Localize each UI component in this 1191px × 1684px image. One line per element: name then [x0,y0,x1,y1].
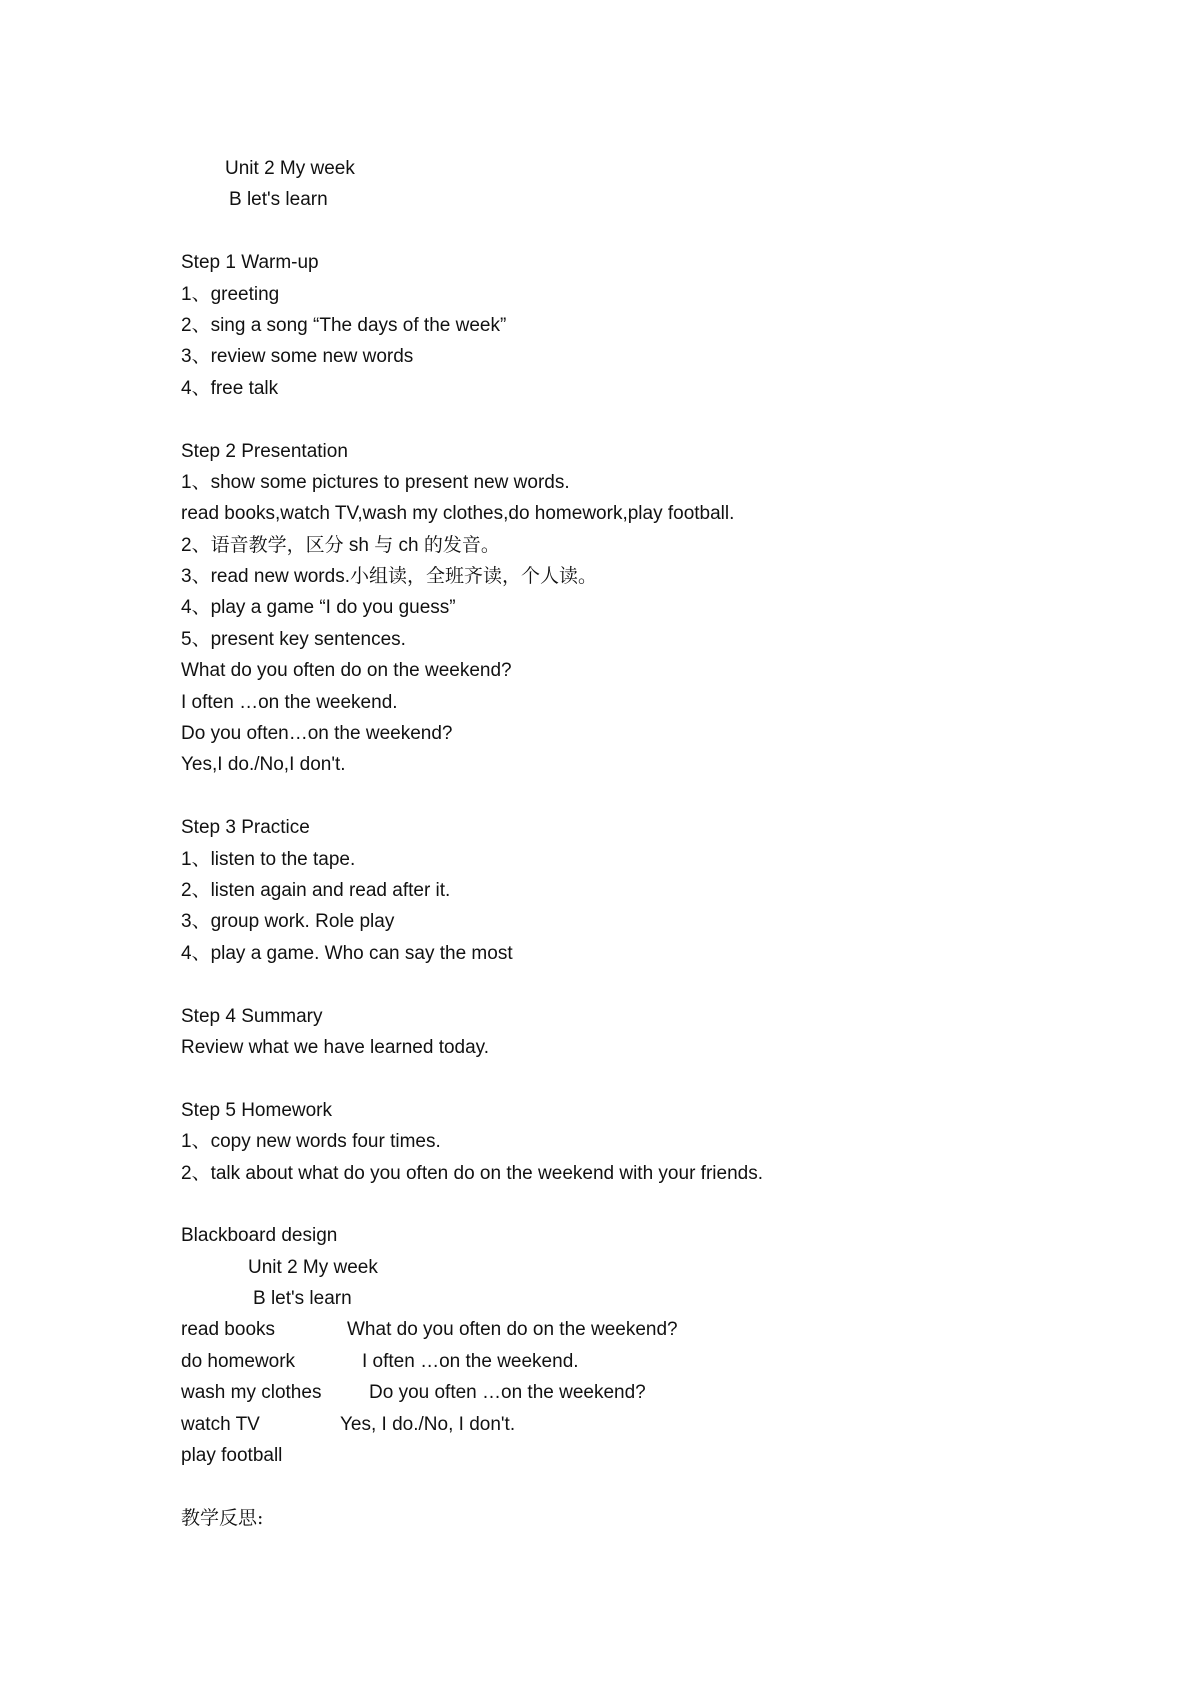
lesson-subtitle: B let's learn [229,189,328,211]
blackboard-phrase: play football [181,1445,283,1467]
teaching-reflection: 教学反思: [181,1506,264,1529]
step4-heading: Step 4 Summary [181,1005,323,1027]
step5-heading: Step 5 Homework [181,1099,333,1121]
blackboard-phrase: do homework [181,1350,296,1372]
step2-line: What do you often do on the weekend? [181,660,512,682]
blackboard-row [181,1346,1081,1377]
step3-item: 1、listen to the tape. [181,848,356,870]
blackboard-subtitle: B let's learn [253,1288,352,1310]
step1-item: 1、greeting [181,283,280,305]
step1-heading: Step 1 Warm-up [181,252,319,274]
spacer [181,1471,1081,1502]
blackboard-row [181,1314,1081,1345]
blackboard-sentence: I often …on the weekend. [362,1350,579,1372]
blackboard-row [181,1377,1081,1408]
spacer [181,216,1081,247]
blackboard-title: Unit 2 My week [248,1256,378,1278]
step2-line: 3、read new words.小组读，全班齐读，个人读。 [181,566,597,588]
step3-item: 4、play a game. Who can say the most [181,942,513,964]
step2-line: 2、语音教学，区分 sh 与 ch 的发音。 [181,534,500,556]
step2-heading: Step 2 Presentation [181,440,348,462]
blackboard-phrase: read books [181,1319,276,1341]
step3-item: 3、group work. Role play [181,911,395,933]
blackboard-sentence: Yes, I do./No, I don't. [340,1413,516,1435]
spacer [181,404,1081,435]
blackboard-phrase: wash my clothes [181,1382,322,1404]
step2-line: 5、present key sentences. [181,628,406,650]
step5-item: 2、talk about what do you often do on the weekend with your friends. [181,1162,763,1184]
step3-heading: Step 3 Practice [181,817,310,839]
step2-line: Yes,I do./No,I don't. [181,754,346,776]
blackboard-sentence: What do you often do on the weekend? [347,1319,678,1341]
lesson-plan [181,153,1081,1534]
step3-item: 2、listen again and read after it. [181,879,451,901]
step1-item: 4、free talk [181,377,279,399]
blackboard-heading: Blackboard design [181,1225,338,1247]
step1-item: 3、review some new words [181,346,414,368]
step4-line: Review what we have learned today. [181,1036,490,1058]
blackboard-row [181,1409,1081,1440]
lesson-title: Unit 2 My week [225,158,355,179]
spacer [181,1189,1081,1220]
blackboard-row [181,1440,1081,1471]
step2-line: 4、play a game “I do you guess” [181,597,456,619]
step2-line: I often …on the weekend. [181,691,398,713]
step2-line: read books,watch TV,wash my clothes,do homework,play football. [181,503,735,525]
step2-line: 1、show some pictures to present new words. [181,471,570,493]
blackboard-phrase: watch TV [181,1413,260,1435]
step1-item: 2、sing a song “The days of the week” [181,314,507,336]
spacer [181,781,1081,812]
step5-item: 1、copy new words four times. [181,1131,441,1153]
spacer [181,969,1081,1000]
spacer [181,1063,1081,1094]
step2-line: Do you often…on the weekend? [181,723,453,745]
blackboard-sentence: Do you often …on the weekend? [369,1382,646,1404]
